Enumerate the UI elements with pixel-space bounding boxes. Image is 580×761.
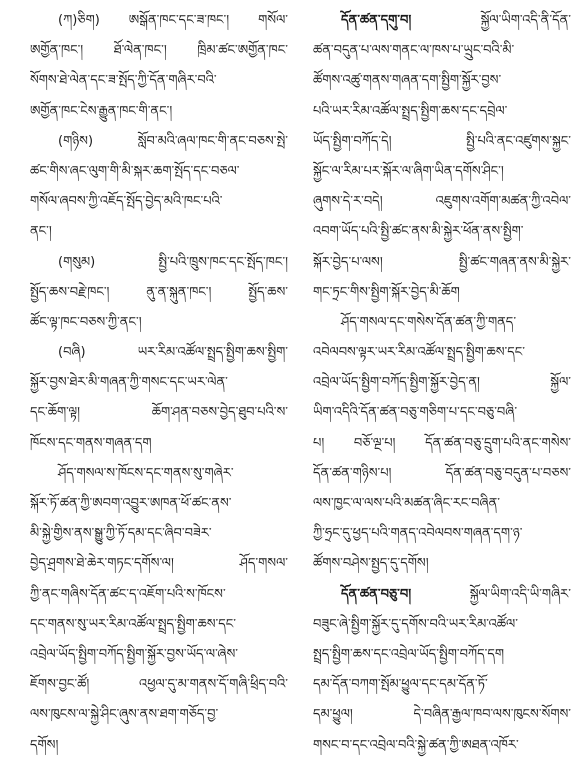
text-line: ལས་ཁུངས་ལ་སྐྱེ་ཤིང་ཞུས་ནས་ཐག་གཅོད་བྱ་: [30, 707, 219, 723]
text-line: ཁོངས་དང་གནས་གཞན་དག: [30, 435, 152, 451]
text-line: ཡོད་སྤྱིག་བཀོད་དེ། སྤྱི་པའི་ནང་འཛུགས་སྐྱང་: [313, 133, 571, 149]
article-heading: དོན་ཚན་བཅུ་བ།: [341, 586, 412, 602]
line-text: སྐྱོལ་ཡིག་འདི་ནི་དོན་: [411, 13, 571, 28]
line-text: སྐྱོལ་ཡིག་འདི་ཡི་གཞིར་: [411, 586, 571, 602]
text-line: དང་གནས་སུ་ཡར་རིམ་འཚོལ་སྤྲད་སྤྱིག་ཆས་དང་: [30, 616, 236, 632]
text-line: གསོལ་ཞབས་ཀྱི་འཇོད་སྤོད་བྱེད་མའི་ཁང་པའི་: [30, 194, 223, 210]
text-line: སྤྲད་སྤྱིག་ཆས་དང་འབྲེལ་ཡོད་སྤྱིག་བཀོད་དག: [313, 646, 505, 662]
text-line: སྐྱོང་ལ་རིམ་པར་སྐོར་ལ་ཞིག་ཡིན་དགོས་ཤིང་།: [313, 163, 504, 179]
text-line: སོགས་ཐེ་ལེན་དང་ཟ་སྤོད་ཀྱི་དོན་གཞིར་བའི་: [30, 73, 217, 89]
text-line: དམ་དོན་བཀག་སྤོམ་ཕྱུལ་དང་དམ་དོན་ཏོ་: [313, 677, 488, 693]
text-line: དང་ཆོག་ལྟ། ཆོག་ཤན་བཅས་བྱེད་ཐུབ་པའི་ས་: [30, 405, 288, 421]
text-line: བྱེད་ཤྲགས་ཐེ་ཆེར་གཏང་དགོས་ལ། ཤོད་གསལ་: [30, 556, 288, 572]
text-line: ཤོད་གསལ་ས་ཁོངས་དང་གནས་སུ་གཞེར་: [58, 465, 234, 481]
text-line: སྐོར་ཏོ་ཚན་ཀྱི་ཨབག་འབྱུར་ཨཁན་ཕོ་ཚང་ནས་: [30, 496, 232, 511]
text-line: ཚན་བདུན་པ་ལས་གནང་ལ་ཁས་པ་ཡྲུང་བའི་མི་: [313, 43, 515, 59]
text-line: བཟུང་ཞེ་སྤྱིག་སྐྱོར་དུ་དགོས་བའི་ཡར་རིམ་འཚོལ་: [313, 616, 518, 632]
text-line: ཇོགས་བྱང་ཚོ། འཕྱལ་དུ་མ་གནས་དོ་གཞི་ཕྲིད་བའི་: [30, 677, 288, 693]
text-line: ཚོང་ལྟ་ཁང་བཅས་ཀྱི་ནང་།: [30, 314, 142, 330]
article-heading: དོན་ཚན་དགུ་བ།: [341, 13, 412, 28]
text-line: གསང་བ་དང་འབྲེལ་བའི་སྐྱེ་ཚན་ཀྱི་ཨཐན་འཁོར་: [313, 737, 519, 753]
text-line: ཀྱི་ནང་གཞིས་དོན་ཚང་ད་འཇོག་པའི་ས་ཁོངས་: [30, 586, 226, 602]
text-line: (ཀ)ཅིག) ཨསྒོན་ཁང་དང་ཟ་ཁང་། གསོལ་: [58, 13, 288, 28]
text-line: [313, 580, 571, 610]
text-line: ཀྱི་ཧྲང་དུ་ཕྱད་པའི་གནད་འབེལབས་གཞན་དག་ཉ་: [313, 526, 523, 542]
text-line: (གཉིས) སློབ་མའི་ཞལ་ཁང་གི་ནང་བཅས་སྤེ་: [58, 133, 288, 149]
text-line: (གསུམ) སྤྱི་པའི་ཁྲུས་ཁང་དང་སྤོད་ཁང་།: [58, 254, 288, 270]
text-line: དམ་ཕྱུལ། དེ་བཞིན་རྒྱལ་ཁབ་ལས་ཁུངས་སོགས་: [313, 707, 571, 723]
text-line: སྤྱོད་ཆས་བརྗེ་ཁང་། ནུ་ན་སྐུན་ཁང་། སྤྱོད་ཆས་: [30, 284, 288, 300]
text-line: ཚོགས་བཤེས་སྤྱད་དུ་དགོས།: [313, 556, 429, 572]
text-line: ཡིག་འདིའི་དོན་ཚན་བཅུ་གཅིག་པ་དང་བཅུ་བཞི་: [313, 405, 518, 421]
text-line: པའི་ཡར་རིམ་འཚོལ་སྤྲད་སྤྱིག་ཆས་དང་དབྲེལ་: [313, 103, 508, 119]
text-line: ནང་།: [30, 224, 52, 240]
text-line: ཨགྱོན་ཁང་ངེས་རྒྱུན་ཁང་གི་ནང་།: [30, 103, 173, 119]
text-line: ཨགྱོན་ཁང་། ཐོ་ལེན་ཁང་། ཁྲིམ་ཚང་ཨགྱོན་ཁང་: [30, 43, 288, 59]
right-text-column: [313, 6, 571, 761]
text-line: པ། བཅོ་ལྔ་པ། དོན་ཚན་བཅུ་དྲུག་པའི་ནང་གསེས་: [313, 435, 571, 451]
text-line: ཚང་གིས་ཞང་ལུག་གི་མི་སྐར་ཆག་སྤོད་དང་བཅལ་: [30, 163, 240, 179]
text-line: འབྲེལ་ཡོད་སྤྱིག་བཀོད་སྤྱིག་སྐྱོར་བྱེད་ན། སྐྱོལ་: [313, 375, 571, 391]
text-line: [313, 6, 571, 36]
text-line: (བཞི) ཡར་རིམ་འཚོལ་སྤྲད་སྤྱིག་ཆས་སྤྱིག་: [58, 345, 288, 361]
text-line: སྐོར་བྱེད་པ་ལས། སྤྱི་ཚང་གཞན་ནས་མི་སྐྱེར་: [313, 254, 571, 270]
text-line: དོན་ཚན་གཉིས་པ། དོན་ཚན་བཅུ་བདུན་པ་བཅས་: [313, 465, 571, 481]
text-line: ལས་ཁྱང་ལ་ལས་པའི་མཚན་ཞིང་རང་བཞིན་: [313, 496, 500, 511]
text-line: ཚོགས་འཚུ་གནས་གཞན་དག་སྤྱིག་སྐྱོར་བྱས་: [313, 73, 502, 89]
left-text-column: [30, 6, 288, 761]
text-line: མི་སྐྱེ་གྱིས་ནས་སྒྱུ་ཀྱི་ཏོ་དམ་དང་ཞིབ་བཟེར་: [30, 526, 212, 542]
text-line: འབེལབས་ལྟར་ཡར་རིམ་འཚོལ་སྤྲད་སྤྱིག་ཆས་དང་: [313, 345, 526, 361]
text-line: ཤོད་གསལ་དང་གསེས་དོན་ཚན་ཀྱི་གནད་: [341, 314, 517, 330]
text-line: འབག་ཡོད་པའི་སྤྱི་ཚང་ནས་མི་སྐྱེར་ཕོན་ནས་སྤྱིག་: [313, 224, 524, 240]
text-line: ཞུགས་དེ་ར་བདེ། འཇུགས་འགོག་མཚན་ཀྱི་འབེལ་: [313, 194, 571, 210]
text-line: འབྲེལ་ཡོད་སྤྱིག་བཀོད་སྤྱིག་སྐྱོར་བྱས་ཡོད་ལ་ཞེས་: [30, 646, 239, 662]
text-line: དགོས།: [30, 737, 59, 753]
text-line: གང་ཏྲང་གིས་སྤྱིག་སྐོར་བྱེད་མི་ཆོག: [313, 284, 460, 300]
text-line: སྐྱོར་བྱས་ཐེར་མི་གཞན་ཀྱི་གསང་དང་ཡར་ལེན་: [30, 375, 228, 391]
